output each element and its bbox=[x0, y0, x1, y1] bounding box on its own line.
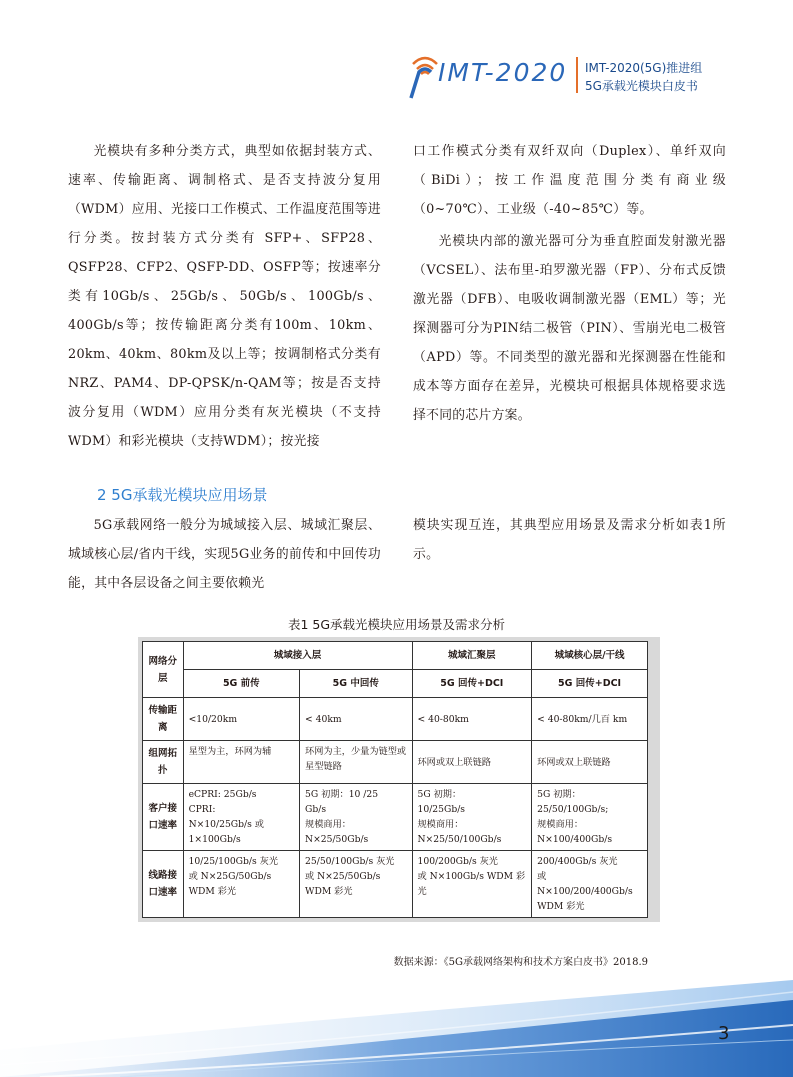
table-cell: < 40-80km bbox=[412, 698, 532, 741]
table-cell: 5G 初期： 10/25Gb/s 规模商用： N×25/50/100Gb/s bbox=[412, 784, 532, 851]
table-cell: 10/25/100Gb/s 灰光 或 N×25G/50Gb/s WDM 彩光 bbox=[183, 851, 299, 918]
row-label-topology: 组网拓扑 bbox=[143, 741, 184, 784]
section-paragraph-left: 5G承载网络一般分为城域接入层、城域汇聚层、城域核心层/省内干线，实现5G业务的前传和中回传功能，其中各层设备之间主要依赖光 bbox=[68, 518, 381, 591]
col-group-access: 城域接入层 bbox=[183, 642, 412, 670]
row-label-line-rate: 线路接口速率 bbox=[143, 851, 184, 918]
subhead-backhaul-dci-core: 5G 回传+DCI bbox=[532, 670, 648, 698]
subhead-fronthaul: 5G 前传 bbox=[183, 670, 299, 698]
table-cell: < 40-80km/几百 km bbox=[532, 698, 648, 741]
subhead-backhaul-dci: 5G 回传+DCI bbox=[412, 670, 532, 698]
intro-paragraph-right: 光模块内部的激光器可分为垂直腔面发射激光器（VCSEL）、法布里-珀罗激光器（FP）、分布式反馈激光器（DFB）、电吸收调制激光器（EML）等；光探测器可分为PIN结二极管（PIN）、雪崩光电二极管（APD）等。不同类型的激光器和光探测器在性能和成本等方面存在差异，光模块可根据具体规格要求选择不同的芯片方案。 bbox=[413, 234, 726, 423]
table-row bbox=[143, 851, 648, 918]
table-cell: 环网为主，少量为链型或星型链路 bbox=[300, 741, 412, 784]
table-frame bbox=[138, 637, 660, 922]
table-cell: 25/50/100Gb/s 灰光 或 N×25/50Gb/s WDM 彩光 bbox=[300, 851, 412, 918]
table-cell: 星型为主，环网为辅 bbox=[183, 741, 299, 784]
table-header-row bbox=[143, 642, 648, 670]
col-group-core: 城域核心层/干线 bbox=[532, 642, 648, 670]
table-cell: 环网或双上联链路 bbox=[532, 741, 648, 784]
table-cell: 100/200Gb/s 灰光 或 N×100Gb/s WDM 彩光 bbox=[412, 851, 532, 918]
table-cell: 环网或双上联链路 bbox=[412, 741, 532, 784]
intro-paragraph-right-continued: 口工作模式分类有双纤双向（Duplex）、单纤双向（BiDi）；按工作温度范围分类有商业级（0~70℃）、工业级（-40~85℃）等。 bbox=[413, 144, 726, 217]
table-cell: 200/400Gb/s 灰光 或 N×100/200/400Gb/s WDM 彩光 bbox=[532, 851, 648, 918]
application-scenario-table bbox=[142, 641, 648, 918]
section-heading: 2 5G承载光模块应用场景 bbox=[97, 486, 268, 504]
section-paragraph-right: 模块实现互连，其典型应用场景及需求分析如表1所示。 bbox=[413, 518, 726, 562]
table-cell: 5G 初期： 25/50/100Gb/s; 规模商用： N×100/400Gb/s bbox=[532, 784, 648, 851]
row-label-client-rate: 客户接口速率 bbox=[143, 784, 184, 851]
data-source-note: 数据来源：《5G承载网络架构和技术方案白皮书》2018.9 bbox=[393, 957, 648, 968]
table-cell: 5G 初期：10 /25 Gb/s 规模商用： N×25/50Gb/s bbox=[300, 784, 412, 851]
table-cell: <10/20km bbox=[183, 698, 299, 741]
header-divider bbox=[576, 57, 578, 93]
table-title: 表1 5G承载光模块应用场景及需求分析 bbox=[287, 617, 506, 632]
table-cell: < 40km bbox=[300, 698, 412, 741]
corner-label: 网络分层 bbox=[143, 642, 184, 698]
table-row bbox=[143, 741, 648, 784]
page-number: 3 bbox=[718, 1023, 730, 1044]
header-org: IMT-2020(5G)推进组 bbox=[585, 61, 703, 75]
table-row bbox=[143, 698, 648, 741]
header-doc-title: 5G承载光模块白皮书 bbox=[585, 79, 698, 93]
intro-paragraph-left: 光模块有多种分类方式，典型如依据封装方式、速率、传输距离、调制格式、是否支持波分复用（WDM）应用、光接口工作模式、工作温度范围等进行分类。按封装方式分类有 SFP+、SFP28、QSFP28、CFP2、QSFP-DD、OSFP等；按速率分类有10Gb/s、25Gb/s、50Gb/s、100Gb/s、400Gb/s等；按传输距离分类有100m、10km、20km、40km、80km及以上等；按调制格式分类有NRZ、PAM4、DP-QPSK/n-QAM等；按是否支持波分复用（WDM）应用分类有灰光模块（不支持WDM）和彩光模块（支持WDM）；按光接 bbox=[68, 144, 381, 449]
col-group-aggregation: 城域汇聚层 bbox=[412, 642, 532, 670]
table-row bbox=[143, 784, 648, 851]
page-header bbox=[405, 45, 745, 105]
row-label-distance: 传输距离 bbox=[143, 698, 184, 741]
decorative-wave-background bbox=[0, 930, 793, 1077]
subhead-midhaul: 5G 中回传 bbox=[300, 670, 412, 698]
table-cell: eCPRI: 25Gb/s CPRI: N×10/25Gb/s 或 1×100Gb/s bbox=[183, 784, 299, 851]
table-subheader-row bbox=[143, 670, 648, 698]
logo-text: IMT-2020 bbox=[438, 58, 568, 87]
imt2020-logo bbox=[405, 50, 575, 100]
